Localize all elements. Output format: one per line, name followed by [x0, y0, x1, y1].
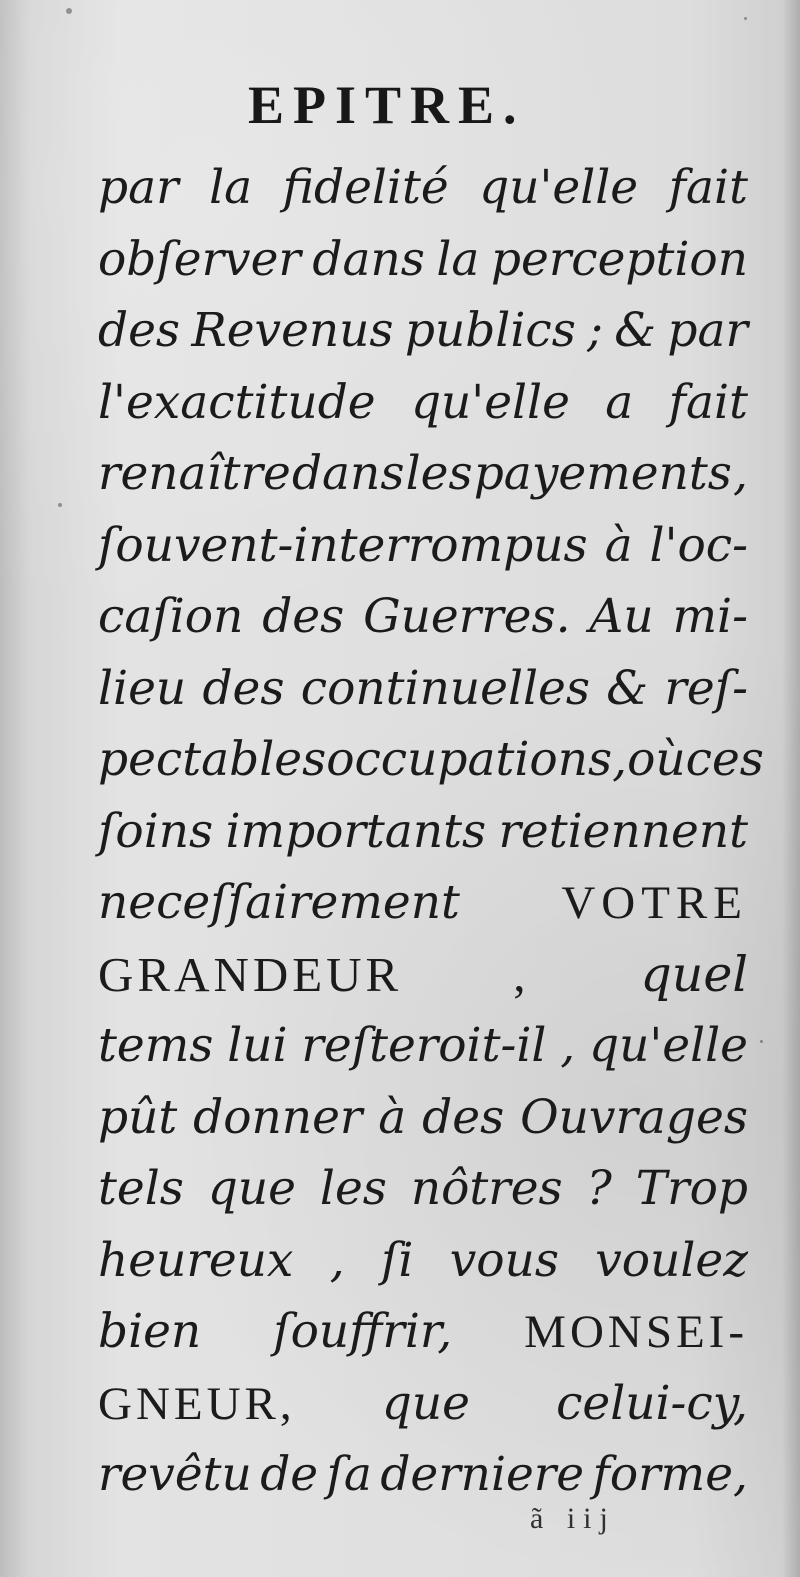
word: reſteroit-il — [301, 1018, 547, 1073]
word: Revenus — [191, 303, 394, 358]
word: par — [667, 303, 748, 358]
word-caps: GNEUR, — [98, 1377, 296, 1430]
text-line — [98, 581, 748, 653]
word: dans — [312, 231, 425, 287]
word: fait — [668, 160, 748, 215]
word: que — [381, 1375, 470, 1431]
word: la — [209, 160, 253, 215]
text-line — [98, 1368, 748, 1440]
word: qu'elle — [410, 374, 570, 430]
word: ſa — [326, 1447, 372, 1502]
word: des — [202, 660, 285, 716]
word: à — [378, 1089, 407, 1145]
word: l'oc- — [649, 517, 748, 573]
word: revêtu — [98, 1447, 252, 1502]
page-edge-shadow — [782, 0, 800, 1577]
word: ſi — [380, 1232, 414, 1288]
word: des — [98, 303, 181, 358]
word: des — [262, 589, 345, 644]
word: la — [436, 231, 480, 287]
page-header: EPITRE. — [248, 75, 526, 135]
word: reſ- — [664, 660, 748, 716]
word: les — [405, 446, 473, 501]
word: qu'elle — [479, 160, 639, 215]
word: tels — [98, 1161, 184, 1216]
word: occupations — [326, 732, 613, 787]
word: payements — [473, 446, 732, 501]
word: obſerver — [98, 231, 301, 287]
word: ces — [685, 732, 764, 787]
ink-spot — [58, 503, 62, 507]
word: neceſſairement — [98, 875, 460, 930]
word: les — [319, 1161, 387, 1216]
word: & — [606, 660, 649, 716]
word: voulez — [595, 1232, 748, 1288]
text-line — [98, 224, 748, 296]
word: que — [207, 1161, 296, 1216]
text-line — [98, 510, 748, 582]
word: heureux — [98, 1232, 294, 1288]
word: a — [605, 374, 634, 430]
word: mi- — [672, 589, 748, 644]
word: à — [604, 517, 633, 573]
word: ? — [586, 1161, 612, 1216]
ink-spot — [760, 1040, 763, 1043]
word: dans — [291, 446, 405, 501]
word: derniere — [380, 1447, 585, 1502]
text-line — [98, 438, 748, 510]
text-line — [98, 1153, 748, 1225]
word: , — [513, 946, 530, 1002]
text-line — [98, 295, 748, 367]
word: des — [422, 1089, 505, 1145]
word: de — [260, 1447, 319, 1502]
word: Au — [589, 589, 654, 644]
word: Trop — [635, 1161, 748, 1216]
word: & — [614, 303, 657, 358]
word: ſoins — [98, 803, 214, 859]
word: retiennent — [498, 803, 748, 859]
word: , — [733, 446, 748, 501]
word: nôtres — [410, 1161, 563, 1216]
ink-spot — [744, 17, 747, 20]
word: ſouffrir, — [273, 1304, 453, 1359]
word: Ouvrages — [520, 1089, 748, 1145]
word: pectables — [98, 732, 327, 787]
word: vous — [449, 1232, 559, 1288]
text-line — [98, 152, 748, 224]
text-line — [98, 1010, 748, 1082]
word: Guerres. — [363, 589, 571, 644]
word-caps: GRANDEUR — [98, 946, 403, 1002]
word: tems — [98, 1018, 214, 1073]
text-line — [98, 939, 748, 1011]
text-line — [98, 796, 748, 868]
text-line — [98, 367, 748, 439]
word: lieu — [98, 660, 187, 716]
word: caſion — [98, 589, 244, 644]
word: perception — [490, 231, 748, 287]
ink-spot — [66, 8, 72, 14]
word: , — [560, 1018, 576, 1073]
text-line — [98, 724, 764, 796]
text-line — [98, 653, 748, 725]
word-caps: MONSEI- — [524, 1306, 748, 1358]
word: pût — [98, 1089, 178, 1145]
word: bien — [98, 1304, 202, 1359]
word: renaître — [98, 446, 291, 501]
word: , — [612, 732, 628, 787]
word: continuelles — [300, 660, 590, 716]
word: où — [627, 732, 686, 787]
word: ſouvent-interrompus — [98, 517, 588, 573]
word: donner — [193, 1089, 363, 1145]
word: fait — [668, 374, 748, 430]
main-text — [98, 152, 764, 1511]
word: par — [98, 160, 179, 215]
word: forme, — [592, 1447, 748, 1502]
word: fidelité — [282, 160, 449, 215]
word: l'exactitude — [98, 374, 376, 430]
word: , — [329, 1232, 345, 1288]
word: importants — [225, 803, 487, 859]
word-caps: VOTRE — [561, 877, 748, 929]
word: qu'elle — [589, 1018, 748, 1073]
word: publics — [404, 303, 576, 358]
text-line — [98, 1082, 748, 1154]
word: quel — [640, 945, 748, 1003]
text-line — [98, 1439, 748, 1511]
word: lui — [227, 1018, 288, 1073]
text-line — [98, 867, 748, 939]
text-line — [98, 1225, 748, 1297]
word: celui-cy, — [556, 1375, 748, 1431]
page-signature: ã iij — [530, 1502, 616, 1535]
word: ; — [587, 303, 603, 358]
text-line — [98, 1296, 748, 1368]
